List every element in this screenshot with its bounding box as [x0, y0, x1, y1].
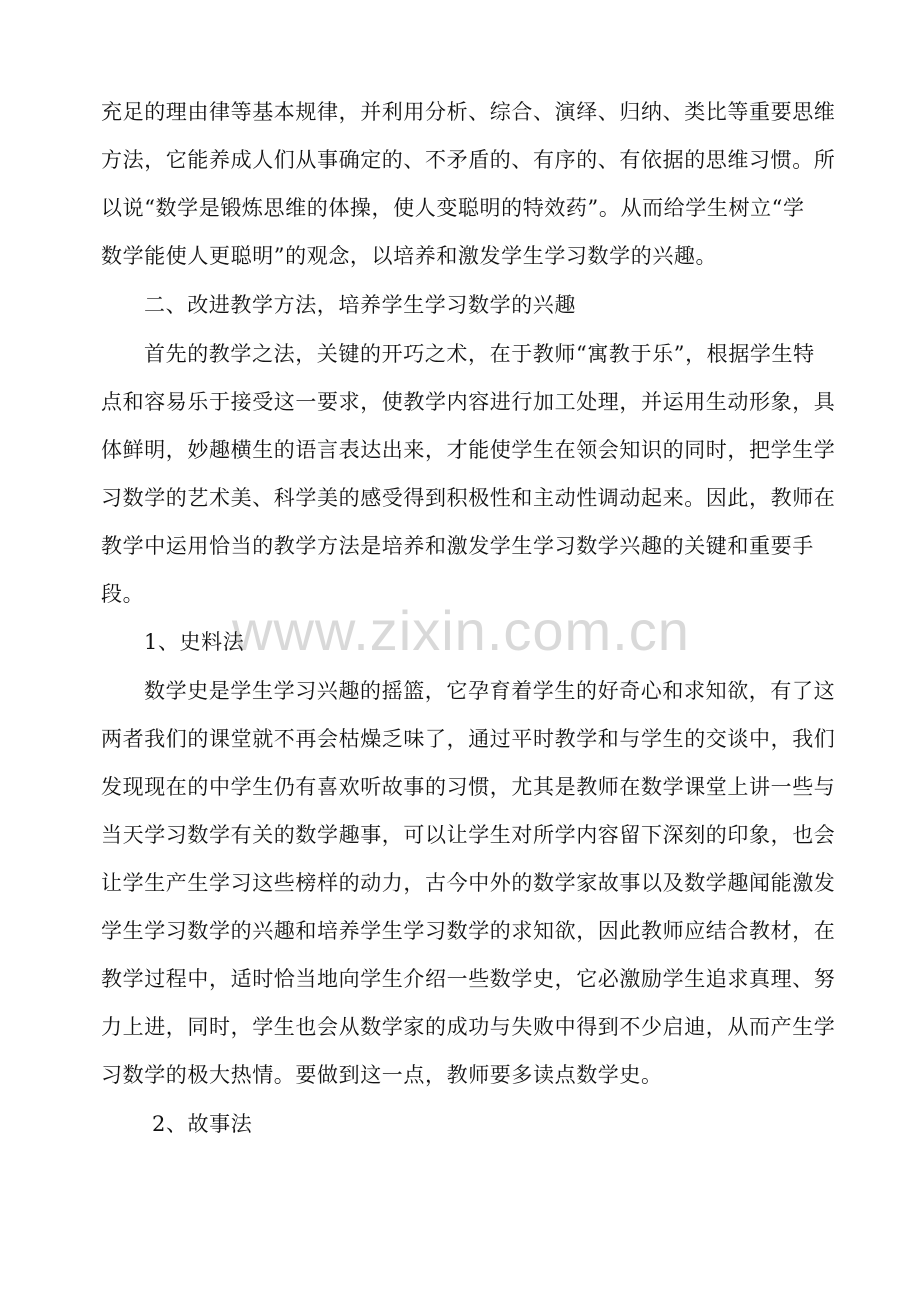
watermark-text: www.zixin.com.cn [232, 599, 690, 662]
paragraph-line: 发现现在的中学生仍有喜欢听故事的习惯，尤其是教师在数学课堂上讲一些与 [101, 775, 836, 799]
paragraph-line: 数学能使人更聪明”的观念，以培养和激发学生学习数学的兴趣。 [101, 244, 718, 268]
paragraph-line: 习数学的极大热情。要做到这一点，教师要多读点数学史。 [101, 1063, 663, 1087]
paragraph-line: 方法，它能养成人们从事确定的、不矛盾的、有序的、有依据的思维习惯。所 [101, 148, 836, 172]
paragraph-line: 让学生产生学习这些榜样的动力，古今中外的数学家故事以及数学趣闻能激发 [101, 871, 836, 895]
paragraph-line: 体鲜明，妙趣横生的语言表达出来，才能使学生在领会知识的同时，把学生学 [101, 438, 836, 462]
paragraph-line: 点和容易乐于接受这一要求，使教学内容进行加工处理，并运用生动形象，具 [101, 390, 836, 414]
section-heading: 二、改进教学方法，培养学生学习数学的兴趣 [144, 293, 576, 317]
paragraph-line: 段。 [101, 582, 145, 606]
paragraph-line: 教学过程中，适时恰当地向学生介绍一些数学史，它必激励学生追求真理、努 [101, 967, 836, 991]
paragraph-line: 充足的理由律等基本规律，并利用分析、综合、演绎、归纳、类比等重要思维 [101, 100, 836, 124]
subsection-heading: 2、故事法 [152, 1112, 253, 1136]
paragraph-line: 当天学习数学有关的数学趣事，可以让学生对所学内容留下深刻的印象，也会 [101, 823, 836, 847]
paragraph-line: 首先的教学之法，关键的开巧之术，在于教师“寓教于乐”，根据学生特 [144, 342, 815, 366]
paragraph-line: 两者我们的课堂就不再会枯燥乏味了，通过平时教学和与学生的交谈中，我们 [101, 727, 836, 751]
paragraph-line: 学生学习数学的兴趣和培养学生学习数学的求知欲，因此教师应结合教材，在 [101, 919, 836, 943]
paragraph-line: 数学史是学生学习兴趣的摇篮，它孕育着学生的好奇心和求知欲，有了这 [144, 679, 836, 703]
paragraph-line: 以说“数学是锻炼思维的体操，使人变聪明的特效药”。从而给学生树立“学 [101, 196, 805, 220]
subsection-heading: 1、史料法 [144, 630, 245, 654]
paragraph-line: 教学中运用恰当的教学方法是培养和激发学生学习数学兴趣的关键和重要手 [101, 534, 814, 558]
paragraph-line: 习数学的艺术美、科学美的感受得到积极性和主动性调动起来。因此，教师在 [101, 486, 836, 510]
paragraph-line: 力上进，同时，学生也会从数学家的成功与失败中得到不少启迪，从而产生学 [101, 1015, 836, 1039]
